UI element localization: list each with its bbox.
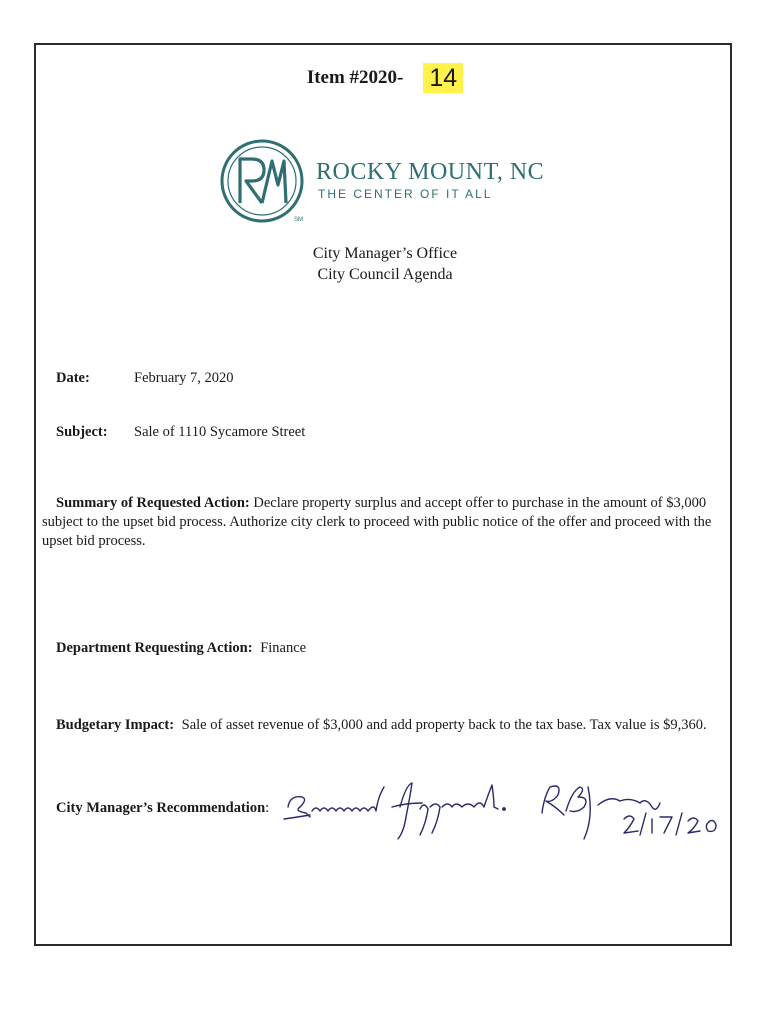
- office-line1: City Manager’s Office: [312, 245, 458, 262]
- date-label: Date: [56, 370, 85, 386]
- rm-monogram-icon: [218, 137, 314, 229]
- budget-section: Budgetary Impact: Sale of asset revenue of $3,000 and add property back to the tax base. Tax value is $9,360.: [56, 717, 707, 733]
- subject-field: Subject: Sale of 1110 Sycamore Street: [56, 424, 306, 440]
- department-field: Department Requesting Action: Finance: [56, 640, 307, 656]
- office-line2: City Council Agenda: [317, 266, 453, 283]
- svg-text:SM: SM: [294, 217, 303, 223]
- city-logo: [218, 137, 545, 229]
- subject-value: Sale of 1110 Sycamore Street: [134, 424, 306, 440]
- summary-label: Summary of Requested Action: [56, 495, 245, 511]
- recommendation-label: City Manager’s Recommendation: [56, 800, 266, 816]
- budget-label: Budgetary Impact: [56, 717, 170, 733]
- department-label: Department Requesting Action: [56, 640, 248, 656]
- subject-label: Subject: [56, 424, 103, 440]
- office-heading: [0, 243, 770, 285]
- item-number-line: [0, 63, 770, 93]
- recommendation-field: City Manager’s Recommendation:: [56, 800, 270, 816]
- date-value: February 7, 2020: [134, 370, 234, 386]
- summary-text: Declare property surplus and accept offer to purchase in the amount of $3,000 subject to the upset bid process. Authorize city clerk to proceed with public notice of the offer and proceed with the upset bid process.: [42, 495, 712, 549]
- date-field: Date: February 7, 2020: [56, 370, 234, 386]
- budget-text: Sale of asset revenue of $3,000 and add property back to the tax base. Tax value is $9,360.: [181, 717, 707, 733]
- summary-section: Summary of Requested Action: Declare property surplus and accept offer to purchase in the amount of $3,000 subject to the upset bid process. Authorize city clerk to proceed with public notice of the offer and proceed with the upset bid process.: [42, 495, 712, 549]
- item-prefix: Item #2020-: [306, 67, 404, 88]
- handwritten-signature: [280, 777, 730, 847]
- item-number-highlight: 14: [423, 63, 463, 93]
- department-value: Finance: [260, 640, 307, 656]
- city-name: ROCKY MOUNT, NC: [316, 159, 545, 185]
- city-tagline: THE CENTER OF IT ALL: [318, 187, 493, 201]
